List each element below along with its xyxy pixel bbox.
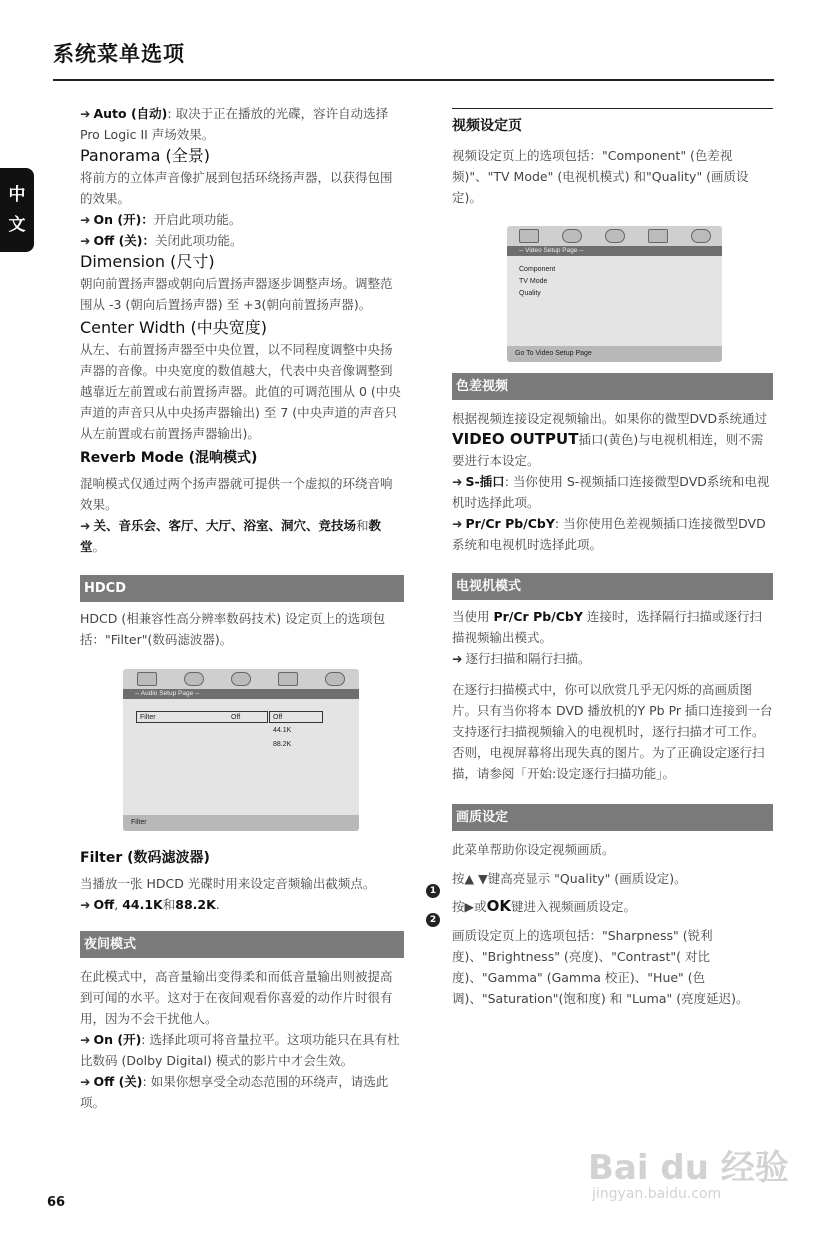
- filter-option-off: Off: [269, 711, 323, 723]
- arrow-icon: ➜: [80, 518, 91, 533]
- dimension-text: 朝向前置扬声器或朝向后置扬声器逐步调整声场。调整范围从 -3 (朝向后置扬声器) 至 +3(朝向前置扬声器)。: [80, 276, 393, 312]
- tvmode-bar: 电视机模式: [452, 573, 773, 600]
- component-pr-label: Pr/Cr Pb/CbY: [465, 516, 555, 531]
- night-off: [80, 1071, 404, 1113]
- quality-step2-bold: OK: [486, 897, 511, 915]
- panorama-off-label: Off (关)：: [93, 233, 156, 248]
- disc-setup-icon: [605, 229, 625, 243]
- quality-text2: 画质设定页上的选项包括："Sharpness" (锐利度)、"Brightness" (亮度)、"Contrast"( 对比度)、"Gamma" (Gamma 校正)、"Hue" (色调)、"Saturation"(饱和度) 和 "Luma" (亮度延迟)。: [452, 928, 749, 1006]
- arrow-icon: ➜: [80, 1032, 91, 1047]
- filter-title: Filter (数码滤波器): [80, 850, 210, 866]
- panorama-title: Panorama (全景): [80, 146, 211, 165]
- video-option-quality: Quality: [519, 290, 541, 297]
- panorama-off: [80, 230, 404, 251]
- panorama-off-text: 关闭此项功能。: [155, 233, 243, 248]
- quality-step1: 按▲ ▼键高亮显示 "Quality" (画质设定)。: [452, 871, 687, 886]
- reverb-options-b: 教堂: [80, 518, 382, 554]
- filter-o3: 88.2K: [175, 897, 216, 912]
- hdcd-text: HDCD (相兼容性高分辨率数码技术) 设定页上的选项包括："Filter"(数码滤波器)。: [80, 611, 386, 647]
- arrow-icon: ➜: [80, 212, 91, 227]
- panorama-text: 将前方的立体声音像扩展到包括环绕扬声器，以获得包围的效果。: [80, 170, 393, 206]
- quality-step2-a: 按▶或: [452, 899, 487, 914]
- tvmode-text: [452, 606, 773, 648]
- filter-option-44k: 44.1K: [273, 727, 292, 734]
- title-rule: [53, 79, 774, 81]
- tvmode-text-a: 当使用: [452, 609, 494, 624]
- component-s-text: : 当你使用 S-视频插口连接微型DVD系统和电视机时选择此项。: [452, 474, 770, 510]
- center-title: Center Width (中央宽度): [80, 318, 267, 337]
- tvmode-text-b: 连接时，选择隔行扫描或逐行扫描视频输出模式。: [452, 609, 762, 645]
- quality-step2-b: 键进入视频画质设定。: [511, 899, 637, 914]
- arrow-icon: ➜: [452, 651, 463, 666]
- auto-label: Auto (自动): [93, 106, 168, 121]
- component-bar: 色差视频: [452, 373, 773, 400]
- language-tab-char-2: 文: [8, 215, 26, 235]
- tvmode-bullet: [452, 648, 773, 669]
- arrow-icon: ➜: [452, 516, 463, 531]
- filter-row-value: Off: [231, 714, 241, 721]
- component-text-a: 根据视频连接设定视频输出。如果你的微型DVD系统通过: [452, 411, 768, 426]
- filter-and: 和: [162, 897, 176, 912]
- filter-row-label: Filter: [140, 714, 156, 721]
- reverb-options-end: 。: [92, 539, 106, 554]
- video-title: 视频设定页: [452, 118, 522, 134]
- disc-setup-icon: [231, 672, 251, 686]
- quality-bar: 画质设定: [452, 804, 773, 831]
- setup-icon-bar: [507, 226, 722, 246]
- filter-sep: ,: [114, 897, 123, 912]
- night-on: [80, 1029, 404, 1071]
- component-text: [452, 408, 773, 471]
- language-tab-char-1: 中: [8, 185, 26, 205]
- right-column: [452, 108, 773, 1009]
- filter-end: .: [215, 897, 220, 912]
- component-s-label: S-插口: [465, 474, 505, 489]
- lock-icon: [691, 229, 711, 243]
- audio-setup-icon: [184, 672, 204, 686]
- filter-option-88k: 88.2K: [273, 741, 292, 748]
- reverb-text: 混响模式仅通过两个扬声器就可提供一个虚拟的环绕音响效果。: [80, 476, 393, 512]
- component-pr-text: : 当你使用色差视频插口连接微型DVD 系统和电视机时选择此项。: [452, 516, 766, 552]
- dimension-title: Dimension (尺寸): [80, 252, 215, 271]
- video-setup-icon: [648, 229, 668, 243]
- reverb-options: [80, 515, 404, 557]
- tvmode-bullet-text: 逐行扫描和隔行扫描。: [465, 651, 591, 666]
- auto-bullet: [80, 103, 404, 145]
- auto-text: : 取决于正在播放的光碟，容许自动选择 Pro Logic II 声场效果。: [80, 106, 389, 142]
- arrow-icon: ➜: [80, 897, 91, 912]
- audio-screen-foot: Filter: [123, 815, 359, 831]
- lock-icon: [325, 672, 345, 686]
- night-on-text: : 选择此项可将音量拉平。这项功能只在具有杜比数码 (Dolby Digital) 模式的影片中才会生效。: [80, 1032, 400, 1068]
- reverb-title: Reverb Mode (混响模式): [80, 450, 258, 466]
- night-off-text: : 如果你想享受全动态范围的环绕声，请选此项。: [80, 1074, 389, 1110]
- setup-icon-bar: [123, 669, 359, 689]
- left-column: [80, 103, 404, 1113]
- page-title: 系统菜单选项: [53, 42, 185, 66]
- quality-text: 此菜单帮助你设定视频画质。: [452, 842, 615, 857]
- center-text: 从左、右前置扬声器至中央位置，以不同程度调整中央扬声器的音像。中央宽度的数值越大，代表中央音像调整到越靠近左前置或右前置扬声器。此值的可调范围从 0 (中央声道的声音只从中央扬声器输出) 至 7 (中央声道的声音只从左前置或右前置扬声器输出)。: [80, 342, 401, 441]
- filter-text: 当播放一张 HDCD 光碟时用来设定音频输出截频点。: [80, 876, 376, 891]
- audio-setup-screen: [123, 669, 359, 831]
- arrow-icon: ➜: [80, 233, 91, 248]
- language-tab: [0, 168, 34, 252]
- filter-o2: 44.1K: [122, 897, 163, 912]
- arrow-icon: ➜: [80, 1074, 91, 1089]
- panorama-on-label: On (开)：: [93, 212, 154, 227]
- component-pr: [452, 513, 773, 555]
- filter-o1: Off: [93, 897, 115, 912]
- component-text-bold: VIDEO OUTPUT: [452, 430, 579, 448]
- reverb-options-and: 和: [356, 518, 369, 533]
- night-off-label: Off (关): [93, 1074, 143, 1089]
- video-options: [519, 264, 555, 300]
- video-setup-icon: [278, 672, 298, 686]
- panorama-on: [80, 209, 404, 230]
- watermark-logo: Bai du 经验: [588, 1148, 789, 1188]
- night-on-label: On (开): [93, 1032, 142, 1047]
- night-bar: 夜间模式: [80, 931, 404, 958]
- audio-setup-icon: [562, 229, 582, 243]
- watermark-url: jingyan.baidu.com: [592, 1186, 722, 1202]
- general-setup-icon: [137, 672, 157, 686]
- night-text: 在此模式中，高音量输出变得柔和而低音量输出则被提高到可闻的水平。这对于在夜间观看你喜爱的动作片时很有用，因为不会干扰他人。: [80, 969, 393, 1026]
- step-2-badge: 2: [426, 913, 440, 927]
- reverb-options-a: 关、音乐会、客厅、大厅、浴室、洞穴、竞技场: [93, 518, 356, 533]
- panorama-on-text: 开启此项功能。: [153, 212, 242, 227]
- tvmode-text2: 在逐行扫描模式中，你可以欣赏几乎无闪烁的高画质图片。只有当你将本 DVD 播放机的Y Pb Pr 插口连接到一台支持逐行扫描视频输入的电视机时，逐行扫描才可工作。否则，电视屏幕将出现失真的图片。为了正确设定逐行扫描，请参阅「开始:设定逐行扫描功能」。: [452, 682, 773, 781]
- video-option-tvmode: TV Mode: [519, 278, 548, 285]
- right-top-rule: [452, 108, 773, 109]
- general-setup-icon: [519, 229, 539, 243]
- video-option-component: Component: [519, 266, 556, 273]
- audio-screen-head: -- Audio Setup Page --: [123, 689, 359, 699]
- video-screen-foot: Go To Video Setup Page: [507, 346, 722, 362]
- page-number: 66: [47, 1195, 66, 1210]
- quality-step2: [452, 896, 773, 917]
- video-screen-head: -- Video Setup Page --: [507, 246, 722, 256]
- component-s: [452, 471, 773, 513]
- step-1-badge: 1: [426, 884, 440, 898]
- arrow-icon: ➜: [452, 474, 463, 489]
- arrow-icon: ➜: [80, 106, 91, 121]
- filter-row: [136, 711, 268, 723]
- hdcd-bar: HDCD: [80, 575, 404, 602]
- video-text: 视频设定页上的选项包括："Component" (色差视频)"、"TV Mode" (电视机模式) 和"Quality" (画质设定)。: [452, 148, 749, 205]
- filter-options: [80, 894, 404, 915]
- tvmode-text-bold: Pr/Cr Pb/CbY: [493, 609, 583, 624]
- component-text-b: 插口(黄色)与电视机相连，则不需要进行本设定。: [452, 432, 764, 468]
- video-setup-screen: [507, 226, 722, 362]
